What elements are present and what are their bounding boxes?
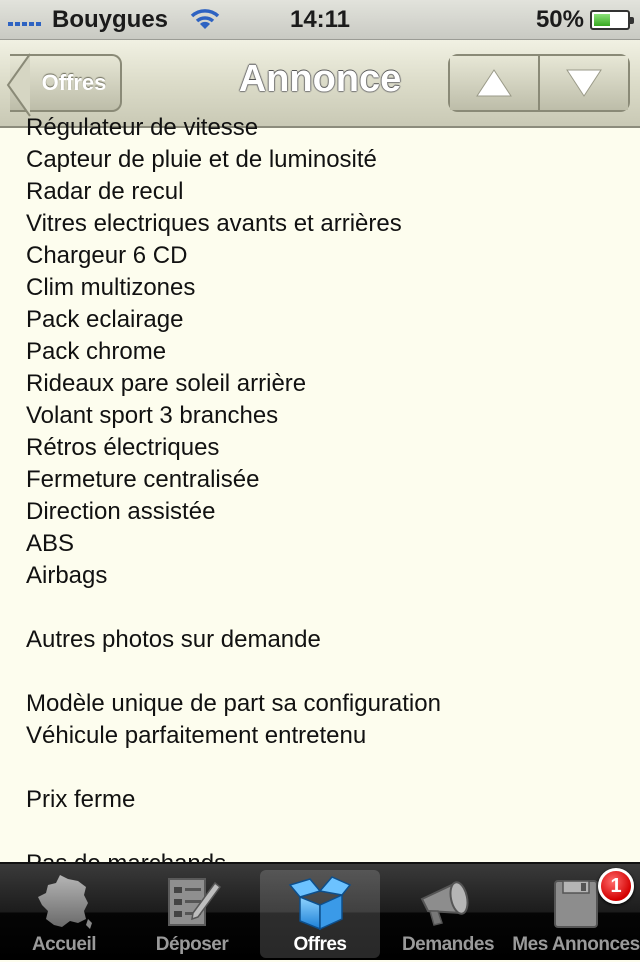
page-title: Annonce <box>238 58 402 100</box>
description-line: Chargeur 6 CD <box>26 242 188 269</box>
signal-strength-icon <box>8 22 41 26</box>
carrier-name: Bouygues <box>52 6 169 33</box>
description-line: Volant sport 3 branches <box>26 402 279 429</box>
folder-icon <box>547 872 605 932</box>
tab-label: Accueil <box>31 934 97 955</box>
back-arrow-icon <box>8 54 30 116</box>
battery-icon <box>590 10 630 30</box>
back-button[interactable] <box>10 54 122 112</box>
description-line: Vitres electriques avants et arrières <box>26 210 402 237</box>
tab-mes-annonces[interactable] <box>512 864 640 962</box>
description-line: Radar de recul <box>26 178 184 205</box>
megaphone-icon <box>416 872 480 932</box>
description-text <box>26 112 441 880</box>
description-line: Direction assistée <box>26 498 216 525</box>
tab-accueil[interactable] <box>0 864 128 962</box>
tab-demandes[interactable] <box>384 864 512 962</box>
description-line: Véhicule parfaitement entretenu <box>26 722 367 749</box>
listing-description[interactable] <box>0 114 640 862</box>
prev-next-control <box>448 54 630 112</box>
tab-offres[interactable] <box>256 864 384 962</box>
description-line: Capteur de pluie et de luminosité <box>26 146 377 173</box>
description-line: Rétros électriques <box>26 434 220 461</box>
tab-bar <box>0 862 640 960</box>
description-line: Fermeture centralisée <box>26 466 260 493</box>
description-line: Pack chrome <box>26 338 167 365</box>
description-line <box>26 816 441 848</box>
description-line: Pack eclairage <box>26 306 184 333</box>
open-box-icon <box>288 872 352 932</box>
france-map-icon <box>34 872 94 932</box>
battery-percent: 50% <box>535 6 584 33</box>
description-line: ABS <box>26 530 75 557</box>
description-line: Rideaux pare soleil arrière <box>26 370 307 397</box>
wifi-icon <box>190 7 220 38</box>
tab-label: Déposer <box>155 934 229 955</box>
up-triangle-icon <box>476 69 512 97</box>
tab-label: Mes Annonces <box>512 934 640 955</box>
notification-badge: 1 <box>598 868 634 904</box>
tab-label: Demandes <box>401 934 495 955</box>
description-line: Clim multizones <box>26 274 196 301</box>
tab-deposer[interactable] <box>128 864 256 962</box>
edit-form-icon <box>163 872 221 932</box>
clock: 14:11 <box>289 6 351 33</box>
description-line: Autres photos sur demande <box>26 626 321 653</box>
description-line <box>26 592 441 624</box>
status-bar <box>0 0 640 40</box>
next-button[interactable] <box>538 56 628 110</box>
back-button-label: Offres <box>41 70 107 95</box>
description-line: Régulateur de vitesse <box>26 114 259 141</box>
down-triangle-icon <box>566 69 602 97</box>
description-line: Prix ferme <box>26 786 136 813</box>
previous-button[interactable] <box>450 56 538 110</box>
description-line: Modèle unique de part sa configuration <box>26 690 441 717</box>
description-line <box>26 656 441 688</box>
description-line: Airbags <box>26 562 108 589</box>
tab-label: Offres <box>293 934 347 955</box>
description-line <box>26 752 441 784</box>
